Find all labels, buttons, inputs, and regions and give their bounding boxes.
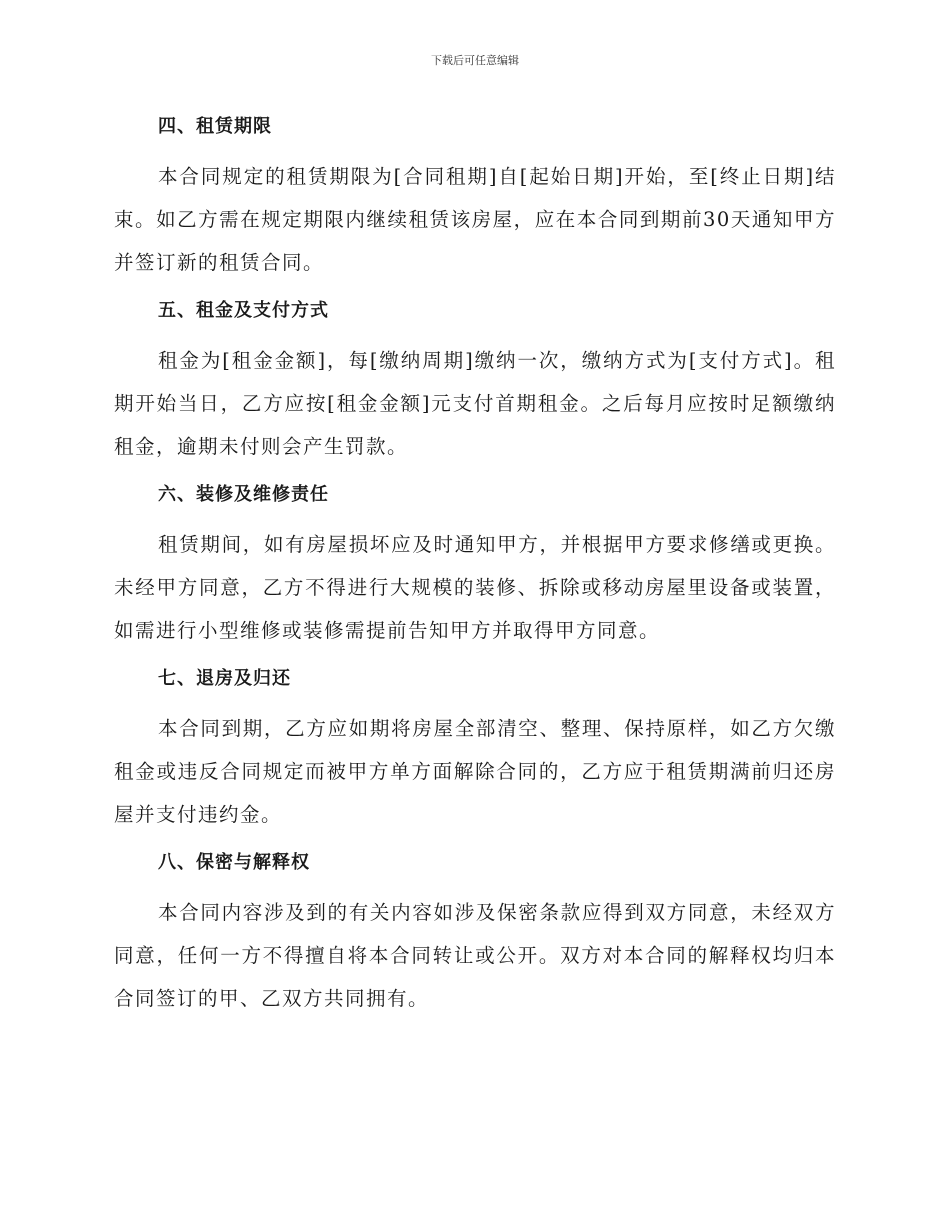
document-body [114,111,836,1031]
section-heading: 六、装修及维修责任 [158,484,329,505]
page-header-note: 下载后可任意编辑 [431,54,519,67]
section-renovation-repair [114,479,836,652]
section-move-out-return [114,663,836,836]
section-heading: 五、租金及支付方式 [158,300,329,321]
section-paragraph: 租赁期间，如有房屋损坏应及时通知甲方，并根据甲方要求修缮或更换。未经甲方同意，乙方不得进行大规模的装修、拆除或移动房屋里设备或装置，如需进行小型维修或装修需提前告知甲方并取得甲方同意。 [114,533,836,642]
section-heading: 七、退房及归还 [158,668,291,689]
section-paragraph: 本合同到期，乙方应如期将房屋全部清空、整理、保持原样，如乙方欠缴租金或违反合同规定而被甲方单方面解除合同的，乙方应于租赁期满前归还房屋并支付违约金。 [114,717,836,826]
section-heading: 四、租赁期限 [158,116,272,137]
section-paragraph: 本合同规定的租赁期限为[合同租期]自[起始日期]开始，至[终止日期]结束。如乙方需在规定期限内继续租赁该房屋，应在本合同到期前30天通知甲方并签订新的租赁合同。 [114,165,836,274]
section-paragraph: 本合同内容涉及到的有关内容如涉及保密条款应得到双方同意，未经双方同意，任何一方不得擅自将本合同转让或公开。双方对本合同的解释权均归本合同签订的甲、乙双方共同拥有。 [114,901,836,1010]
section-lease-term [114,111,836,284]
section-confidentiality-interpretation [114,847,836,1020]
section-rent-payment [114,295,836,468]
section-heading: 八、保密与解释权 [158,852,310,873]
section-paragraph: 租金为[租金金额]，每[缴纳周期]缴纳一次，缴纳方式为[支付方式]。租期开始当日，乙方应按[租金金额]元支付首期租金。之后每月应按时足额缴纳租金，逾期未付则会产生罚款。 [114,349,836,458]
